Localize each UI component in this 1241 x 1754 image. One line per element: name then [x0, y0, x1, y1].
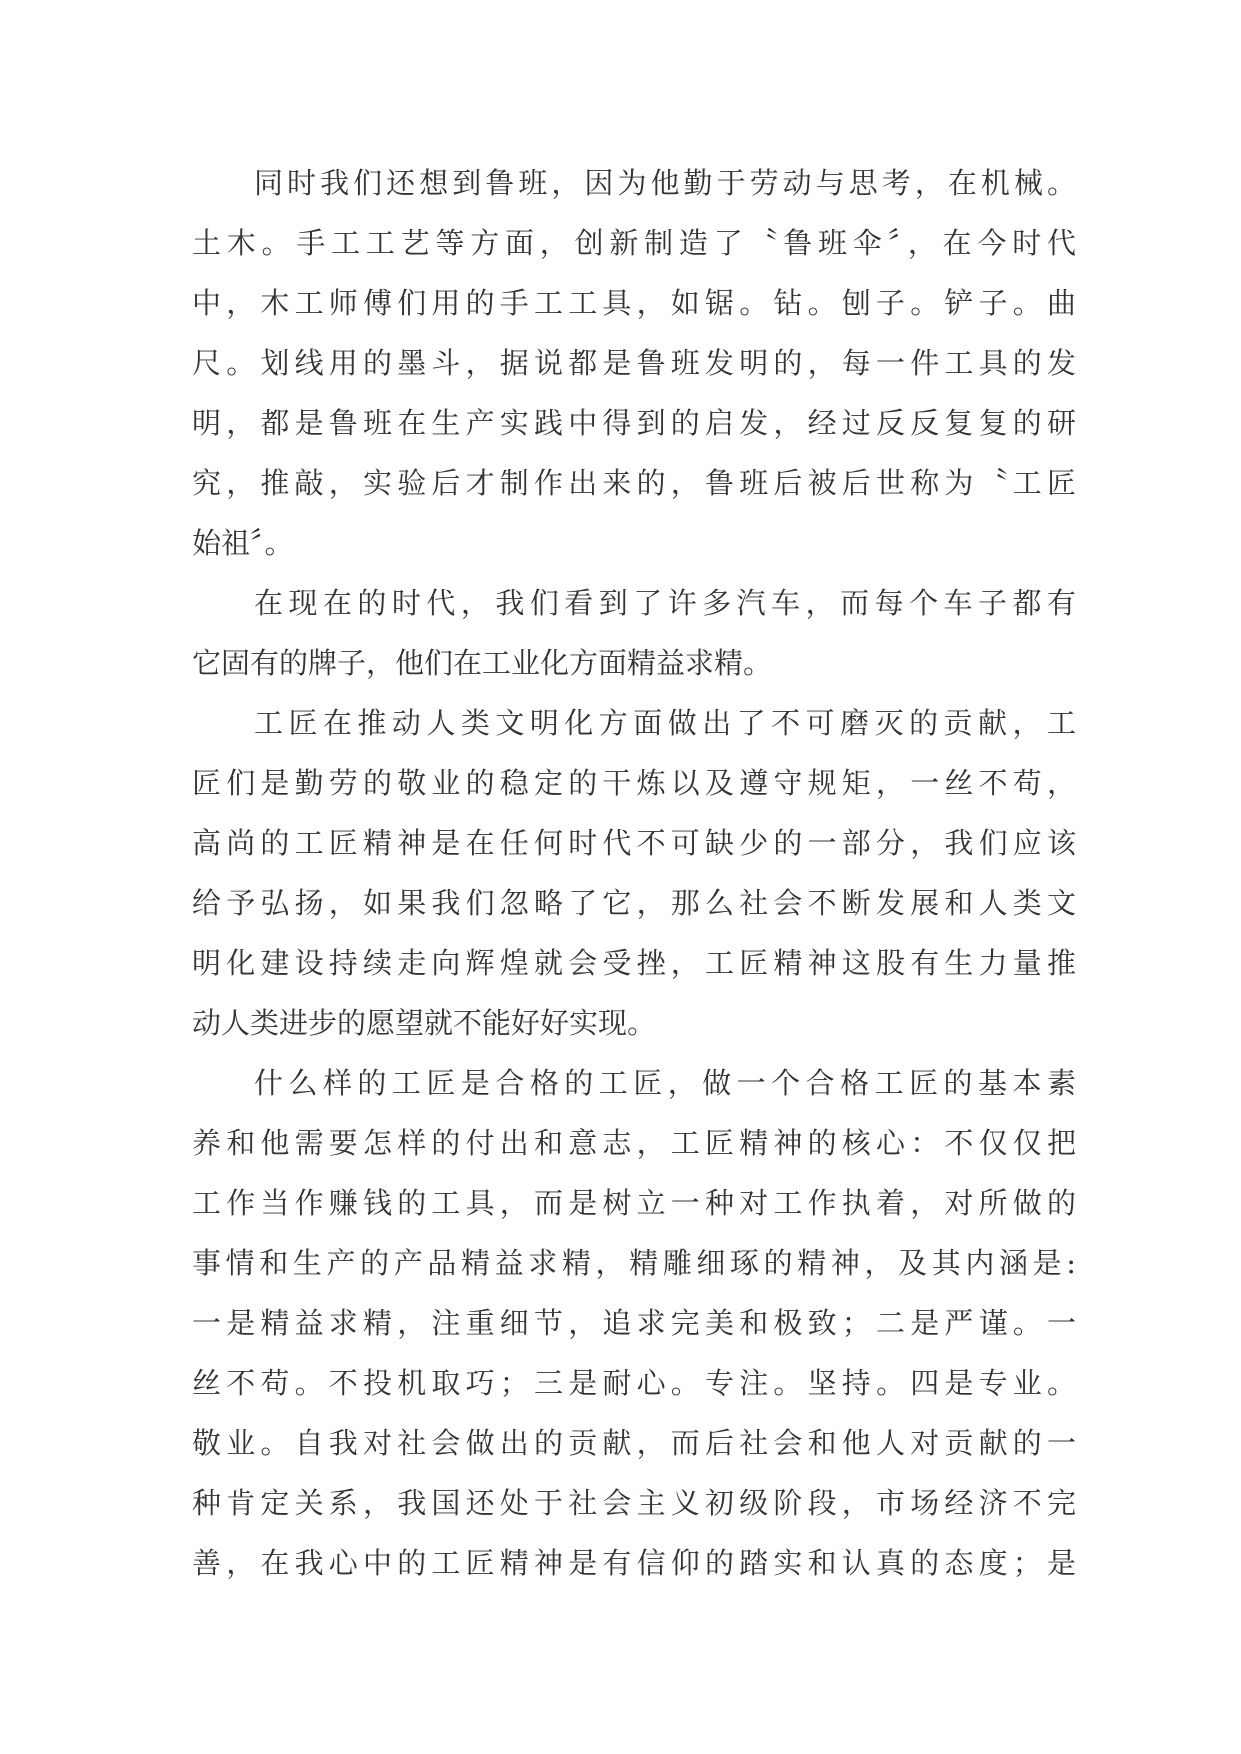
- text-line: 给予弘扬，如果我们忽略了它，那么社会不断发展和人类文: [192, 886, 1076, 920]
- text-line: 养和他需要怎样的付出和意志，工匠精神的核心：不仅仅把: [192, 1126, 1076, 1160]
- text-line: 尺。划线用的墨斗，据说都是鲁班发明的，每一件工具的发: [192, 346, 1076, 380]
- text-line: 善，在我心中的工匠精神是有信仰的踏实和认真的态度；是: [192, 1546, 1076, 1580]
- paragraph-craftsman-contribution: [192, 693, 1076, 1053]
- text-line: 它固有的牌子，他们在工业化方面精益求精。: [192, 646, 773, 680]
- text-line: 工作当作赚钱的工具，而是树立一种对工作执着，对所做的: [192, 1186, 1076, 1220]
- text-line: 匠们是勤劳的敬业的稳定的干炼以及遵守规矩，一丝不苟，: [192, 766, 1076, 800]
- text-line: 动人类进步的愿望就不能好好实现。: [192, 1006, 657, 1040]
- text-line: 明化建设持续走向辉煌就会受挫，工匠精神这股有生力量推: [192, 946, 1076, 980]
- text-line: 种肯定关系，我国还处于社会主义初级阶段，市场经济不完: [192, 1486, 1076, 1520]
- text-line: 究，推敲，实验后才制作出来的，鲁班后被后世称为〝工匠: [192, 466, 1076, 500]
- text-line: 丝不苟。不投机取巧；三是耐心。专注。坚持。四是专业。: [192, 1366, 1076, 1400]
- text-line: 事情和生产的产品精益求精，精雕细琢的精神，及其内涵是:: [192, 1246, 1076, 1280]
- document-body: [192, 153, 1076, 1593]
- text-line: 一是精益求精，注重细节，追求完美和极致；二是严谨。一: [192, 1306, 1076, 1340]
- text-line: 土木。手工工艺等方面，创新制造了〝鲁班伞〞，在今时代: [192, 226, 1076, 260]
- text-line: 明，都是鲁班在生产实践中得到的启发，经过反反复复的研: [192, 406, 1076, 440]
- text-line: 中，木工师傅们用的手工工具，如锯。钻。刨子。铲子。曲: [192, 286, 1076, 320]
- text-line: 什么样的工匠是合格的工匠，做一个合格工匠的基本素: [254, 1066, 1076, 1100]
- text-line: 敬业。自我对社会做出的贡献，而后社会和他人对贡献的一: [192, 1426, 1076, 1460]
- paragraph-qualified-craftsman: [192, 1053, 1076, 1593]
- text-line: 高尚的工匠精神是在任何时代不可缺少的一部分，我们应该: [192, 826, 1076, 860]
- text-line: 工匠在推动人类文明化方面做出了不可磨灭的贡献，工: [254, 706, 1076, 740]
- paragraph-modern-era: [192, 573, 1076, 693]
- text-line: 始祖〞。: [192, 526, 294, 560]
- text-line: 在现在的时代，我们看到了许多汽车，而每个车子都有: [254, 586, 1076, 620]
- text-line: 同时我们还想到鲁班，因为他勤于劳动与思考，在机械。: [254, 166, 1076, 200]
- paragraph-luban: [192, 153, 1076, 573]
